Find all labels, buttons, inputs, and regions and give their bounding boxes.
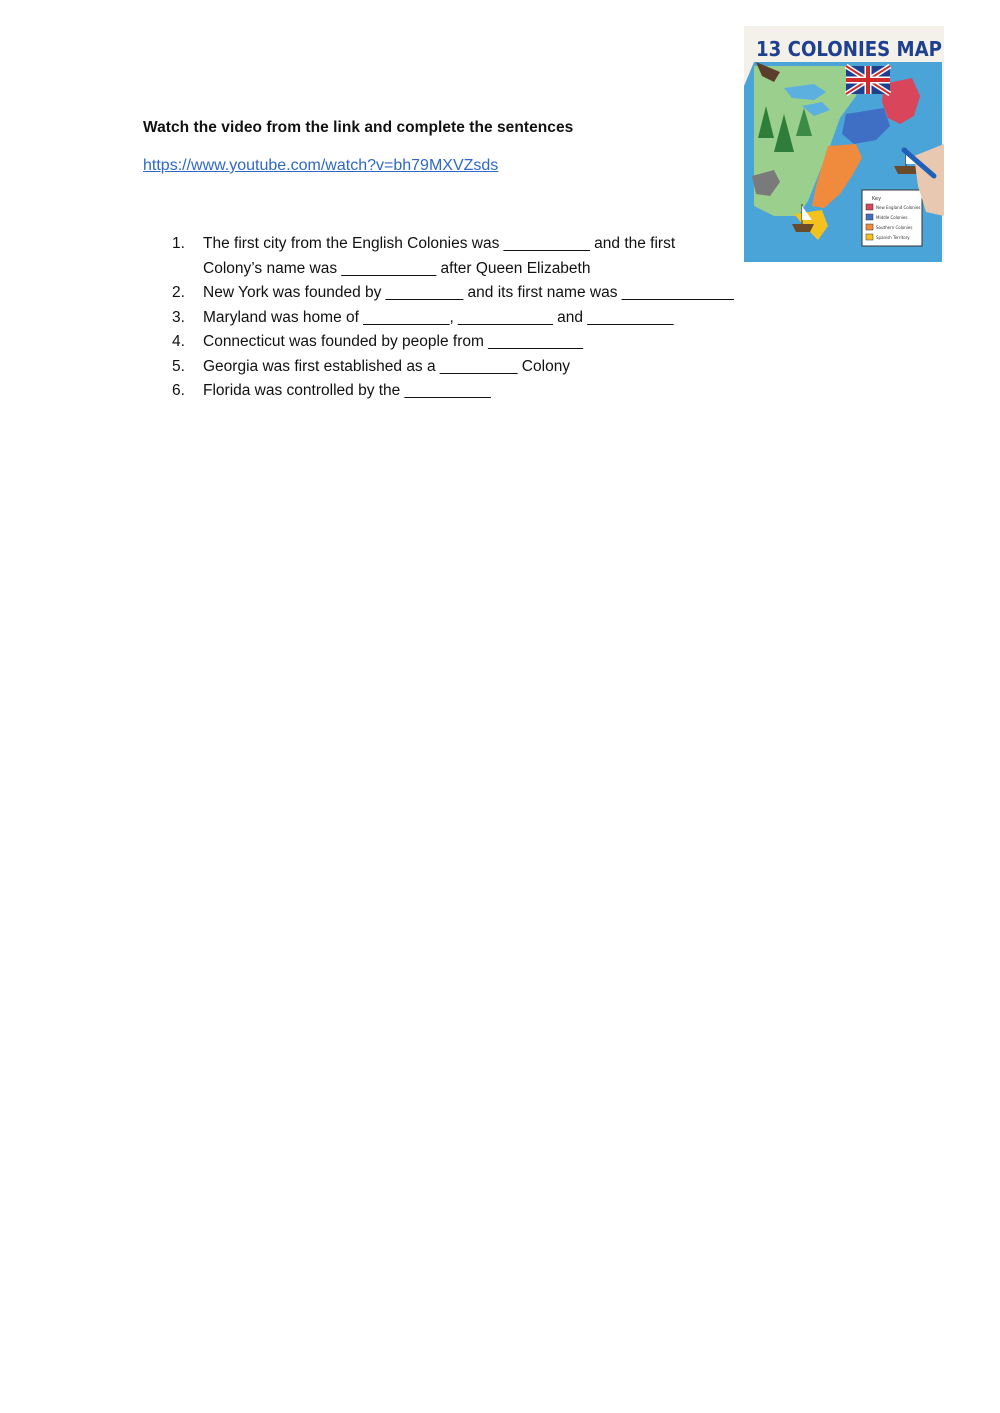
map-key-label: Spanish Territory	[876, 235, 910, 240]
question-text	[203, 330, 583, 355]
question-text	[203, 379, 491, 404]
question-list	[172, 232, 734, 404]
question-line: New York was founded by _________ and its first name was _____________	[203, 284, 734, 301]
video-link[interactable]: https://www.youtube.com/watch?v=bh79MXVZsds	[143, 157, 499, 174]
question-item	[172, 379, 734, 404]
colonies-map-image	[744, 26, 944, 262]
question-item	[172, 306, 734, 331]
question-item	[172, 355, 734, 380]
question-number: 4.	[172, 333, 185, 350]
map-illustration	[744, 26, 944, 262]
question-text	[203, 355, 570, 380]
question-line: Florida was controlled by the __________	[203, 382, 491, 399]
map-key-label: Southern Colonies	[876, 225, 913, 230]
question-item	[172, 232, 734, 281]
map-key-label: Middle Colonies	[876, 215, 908, 220]
question-number: 3.	[172, 308, 185, 326]
question-item	[172, 281, 734, 306]
question-number: 1.	[172, 235, 185, 252]
question-item	[172, 330, 734, 355]
question-text	[203, 306, 674, 331]
question-number: 5.	[172, 357, 185, 375]
question-line: Connecticut was founded by people from ___________	[203, 333, 584, 350]
question-line: Georgia was first established as a _________ Colony	[203, 357, 571, 375]
worksheet-title: Watch the video from the link and complete the sentences	[143, 119, 574, 136]
question-line: The first city from the English Colonies was __________ and the first	[203, 235, 676, 252]
map-key-label: New England Colonies	[876, 205, 921, 210]
question-text	[203, 281, 734, 306]
map-key-title: Key	[872, 196, 882, 202]
map-heading: 13 COLONIES MAP	[756, 37, 942, 61]
question-number: 6.	[172, 382, 185, 399]
question-line: Colony’s name was ___________ after Queen Elizabeth	[203, 259, 591, 277]
question-number: 2.	[172, 284, 185, 301]
question-text	[203, 232, 675, 281]
question-line: Maryland was home of __________, ___________ and __________	[203, 308, 674, 326]
